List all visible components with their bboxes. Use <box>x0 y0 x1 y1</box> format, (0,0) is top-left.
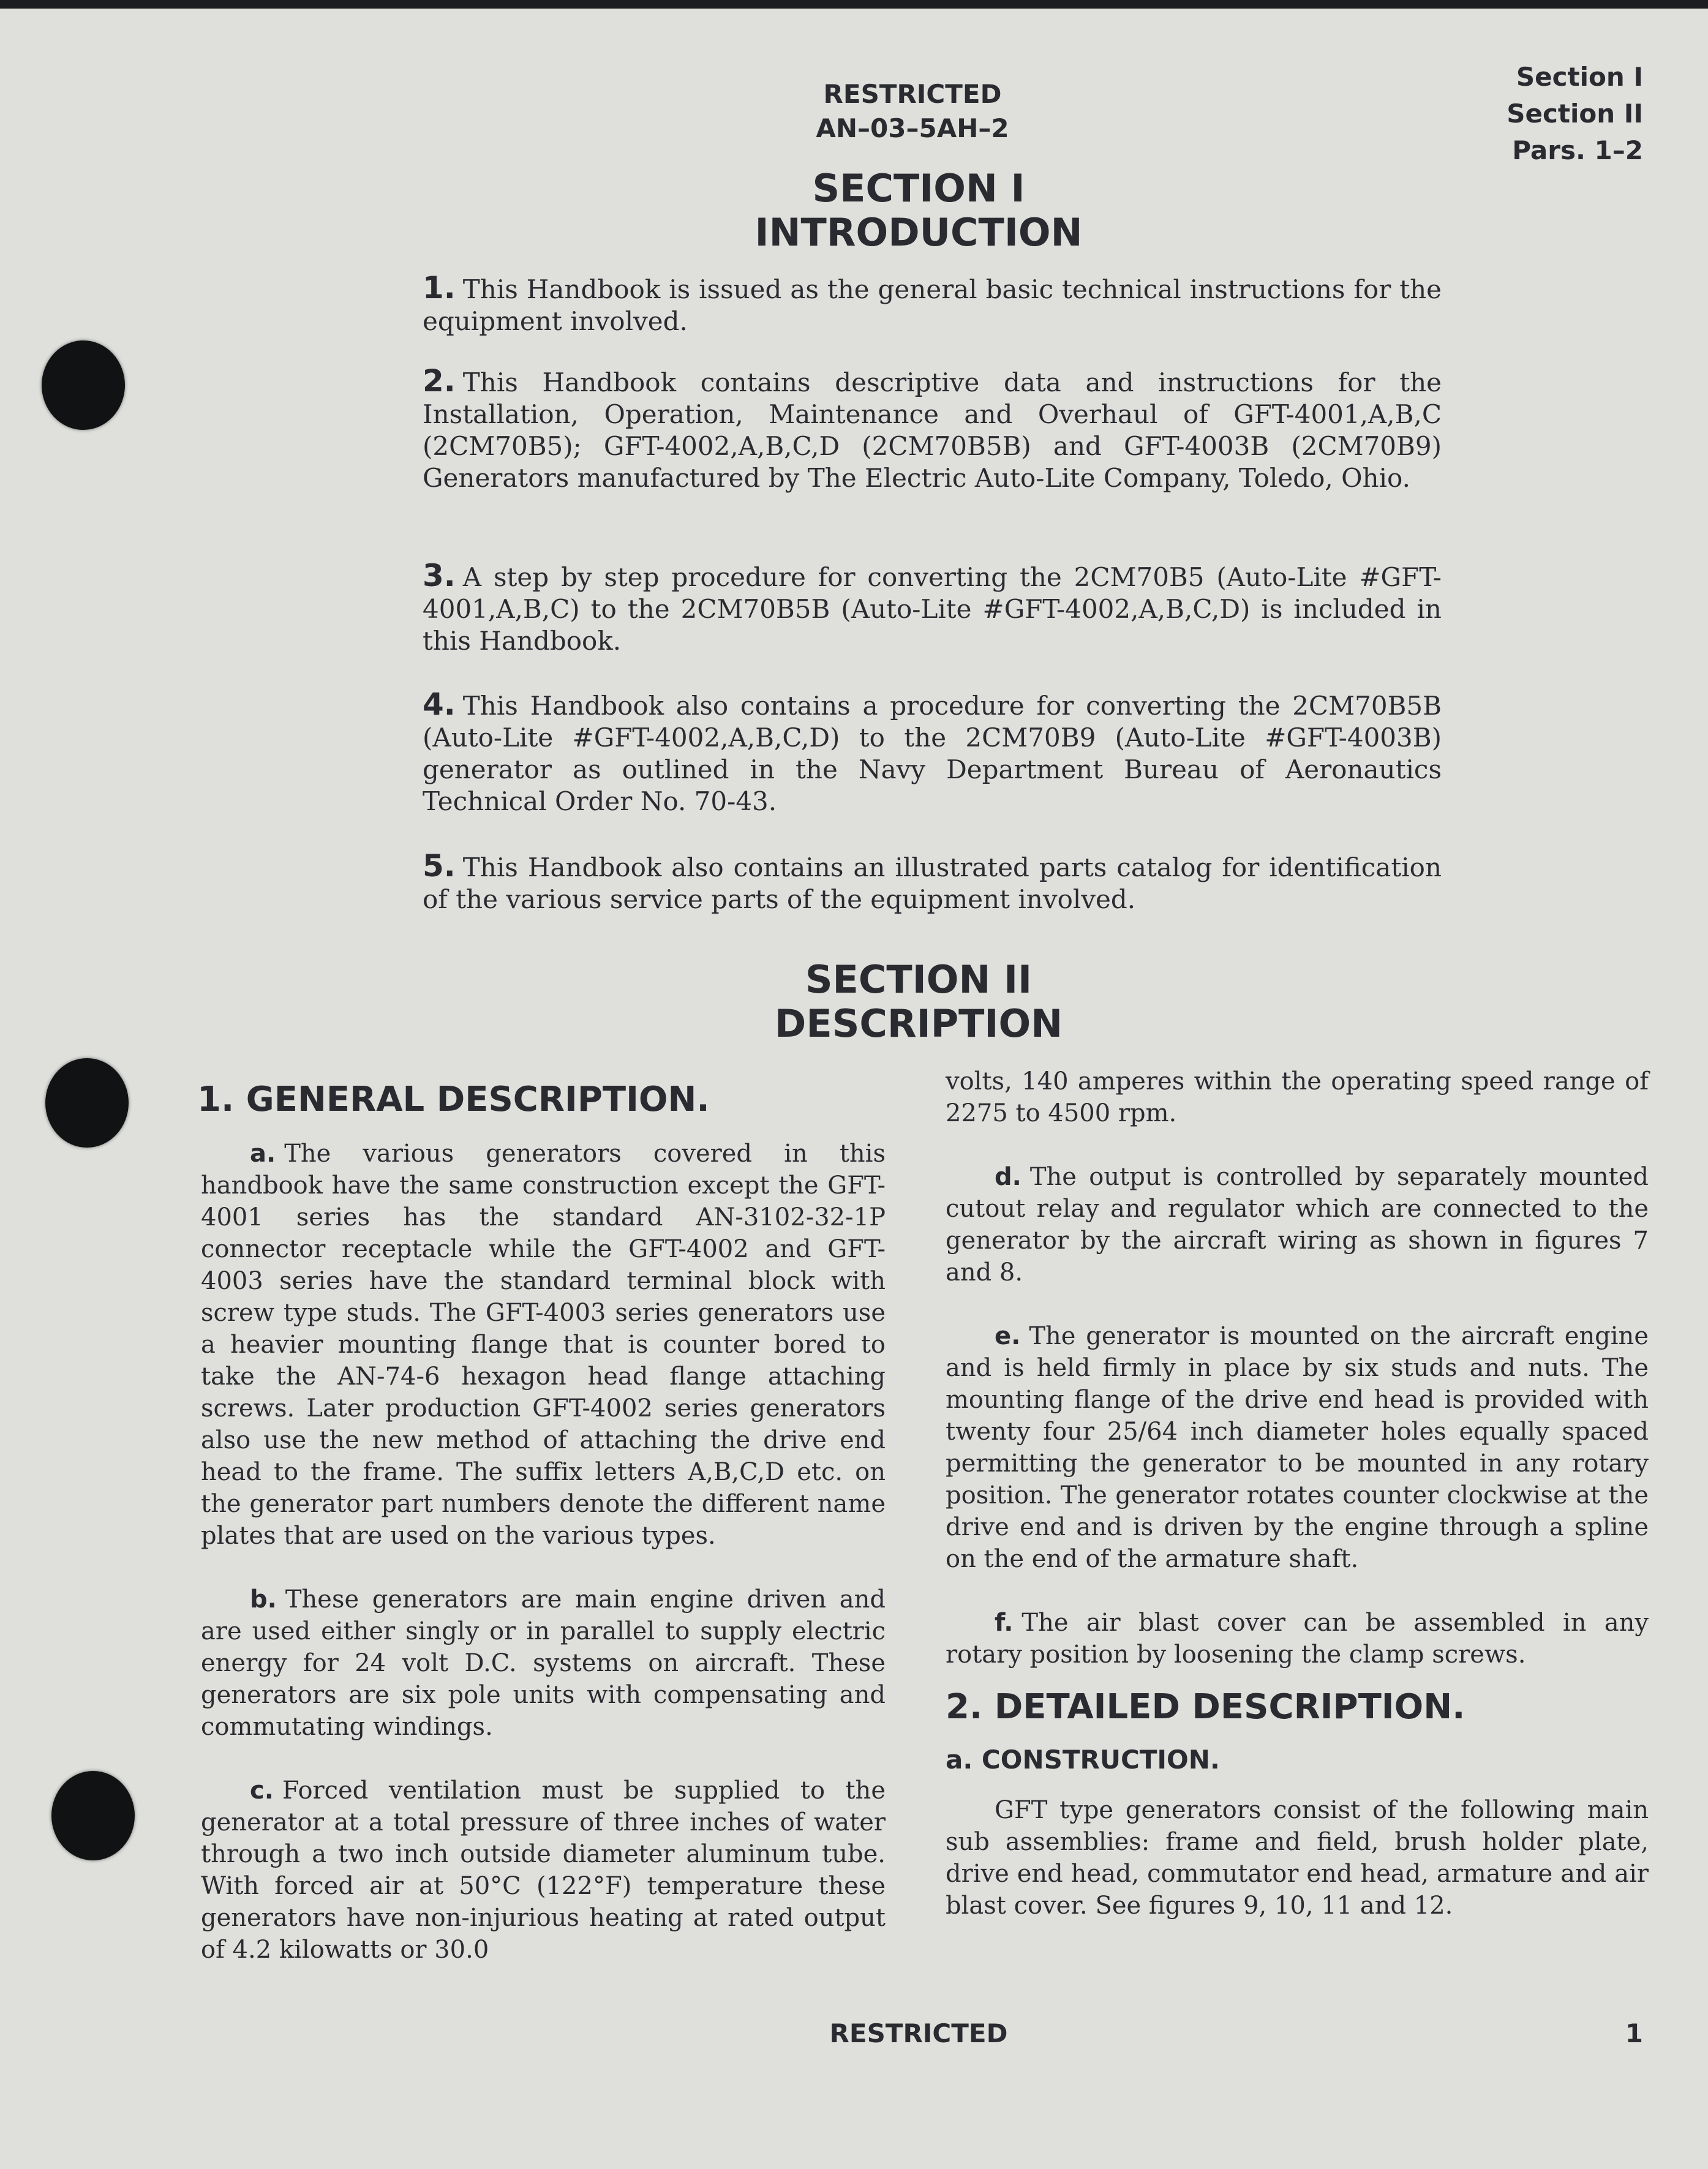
section-1-title-line: INTRODUCTION <box>754 210 1083 255</box>
paragraph-number: 4. <box>423 686 456 722</box>
page-number: 1 <box>1625 2018 1643 2048</box>
paragraph-label: c. <box>250 1776 274 1805</box>
description-paragraph-continued <box>946 1066 1649 1129</box>
header-ref-line: Section I <box>1516 62 1643 92</box>
paragraph-label: f. <box>995 1609 1014 1637</box>
section-1-title <box>612 167 1225 255</box>
paragraph-text: The output is controlled by separately mounted cutout relay and regulator which are connected to the generator by the aircraft wiring as shown in figures 7 and 8. <box>946 1163 1649 1287</box>
binder-hole-middle <box>45 1058 129 1148</box>
construction-paragraph <box>946 1794 1649 1922</box>
paragraph-text: This Handbook contains descriptive data and instructions for the Installation, Operation, Maintenance and Overhaul of GFT-4001,A,B,C (2CM70B5); GFT-4002,A,B,C,D (2CM70B5B) and GFT-4003B (2CM70B9) Generators manufactured by The Electric Auto-Lite Company, Toledo, Ohio. <box>423 367 1442 493</box>
page-top-edge <box>0 0 1708 9</box>
header-section-refs <box>1507 59 1643 169</box>
paragraph-text: The various generators covered in this handbook have the same construction except the GFT-4001 series has the standard AN-3102-32-1P connector receptacle while the GFT-4002 and GFT-4003 series have the standard terminal block with screw type studs. The GFT-4003 series generators use a heavier mounting flange that is counter bored to take the AN-74-6 hexagon head flange attaching screws. Later production GFT-4002 series generators also use the new method of attaching the drive end head to the frame. The suffix letters A,B,C,D etc. on the generator part numbers denote the different name plates that are used on the various types. <box>201 1140 886 1550</box>
paragraph-label: a. <box>250 1140 276 1168</box>
description-paragraph <box>946 1320 1649 1575</box>
detailed-description-heading: 2. DETAILED DESCRIPTION. <box>946 1687 1465 1727</box>
paragraph-text: GFT type generators consist of the following main sub assemblies: frame and field, brush holder plate, drive end head, commutator end head, armature and air blast cover. See figures 9, 10, 11 and 12. <box>946 1796 1649 1920</box>
header-classification: RESTRICTED <box>823 79 1002 109</box>
intro-paragraph <box>423 272 1442 337</box>
description-paragraph <box>201 1584 886 1743</box>
header-doc-number: AN–03–5AH–2 <box>816 113 1009 143</box>
paragraph-text: This Handbook is issued as the general basic technical instructions for the equipment involved. <box>423 274 1442 336</box>
paragraph-number: 2. <box>423 363 456 399</box>
paragraph-label: e. <box>995 1322 1021 1350</box>
binder-hole-bottom <box>51 1771 135 1860</box>
paragraph-number: 1. <box>423 270 456 306</box>
paragraph-text: A step by step procedure for converting the 2CM70B5 (Auto-Lite #GFT-4001,A,B,C) to the 2CM70B5B (Auto-Lite #GFT-4002,A,B,C,D) is included in this Handbook. <box>423 562 1442 656</box>
paragraph-text: This Handbook also contains an illustrated parts catalog for identification of the various service parts of the equipment involved. <box>423 852 1442 914</box>
paragraph-label: b. <box>250 1585 277 1614</box>
description-paragraph <box>946 1607 1649 1671</box>
paragraph-number: 5. <box>423 848 456 884</box>
paragraph-text: The air blast cover can be assembled in any rotary position by loosening the clamp screws. <box>946 1609 1649 1669</box>
paragraph-text: These generators are main engine driven and are used either singly or in parallel to supply electric energy for 24 volt D.C. systems on aircraft. These generators are six pole units with compensating and commutating windings. <box>201 1585 886 1741</box>
paragraph-number: 3. <box>423 558 456 593</box>
header-ref-line: Pars. 1–2 <box>1512 135 1643 165</box>
intro-paragraph <box>423 365 1442 494</box>
intro-paragraph <box>423 688 1442 818</box>
description-paragraph <box>946 1161 1649 1288</box>
intro-paragraph <box>423 560 1442 657</box>
page-header <box>735 77 1090 146</box>
footer-classification: RESTRICTED <box>829 2018 1008 2048</box>
paragraph-text: The generator is mounted on the aircraft engine and is held firmly in place by six studs and nuts. The mounting flange of the drive end head is provided with twenty four 25/64 inch diameter holes equally spaced permitting the generator to be mounted in any rotary position. The generator rotates counter clockwise at the drive end and is driven by the engine through a spline on the end of the armature shaft. <box>946 1322 1649 1573</box>
section-1-title-line: SECTION I <box>812 166 1025 211</box>
right-column <box>946 1066 1649 1953</box>
paragraph-label: d. <box>995 1163 1021 1191</box>
binder-hole-top <box>42 340 125 430</box>
paragraph-text: This Handbook also contains a procedure for converting the 2CM70B5B (Auto-Lite #GFT-4002,A,B,C,D) to the 2CM70B9 (Auto-Lite #GFT-4003B) generator as outlined in the Navy Department Bureau of Aeronautics Technical Order No. 70-43. <box>423 691 1442 816</box>
paragraph-text: Forced ventilation must be supplied to the generator at a total pressure of three inches of water through a two inch outside diameter aluminum tube. With forced air at 50°C (122°F) temperature these generators have non-injurious heating at rated output of 4.2 kilowatts or 30.0 <box>201 1776 886 1964</box>
section-2-title-line: DESCRIPTION <box>774 1001 1063 1046</box>
section-2-title <box>612 958 1225 1046</box>
section-2-title-line: SECTION II <box>805 957 1033 1002</box>
construction-heading: a. CONSTRUCTION. <box>946 1745 1220 1775</box>
intro-paragraph <box>423 850 1442 915</box>
description-paragraph <box>201 1775 886 1966</box>
general-description-heading: 1. GENERAL DESCRIPTION. <box>197 1080 710 1119</box>
paragraph-text: volts, 140 amperes within the operating speed range of 2275 to 4500 rpm. <box>946 1067 1649 1127</box>
header-ref-line: Section II <box>1507 99 1643 129</box>
description-paragraph <box>201 1138 886 1552</box>
left-column <box>201 1138 886 1998</box>
